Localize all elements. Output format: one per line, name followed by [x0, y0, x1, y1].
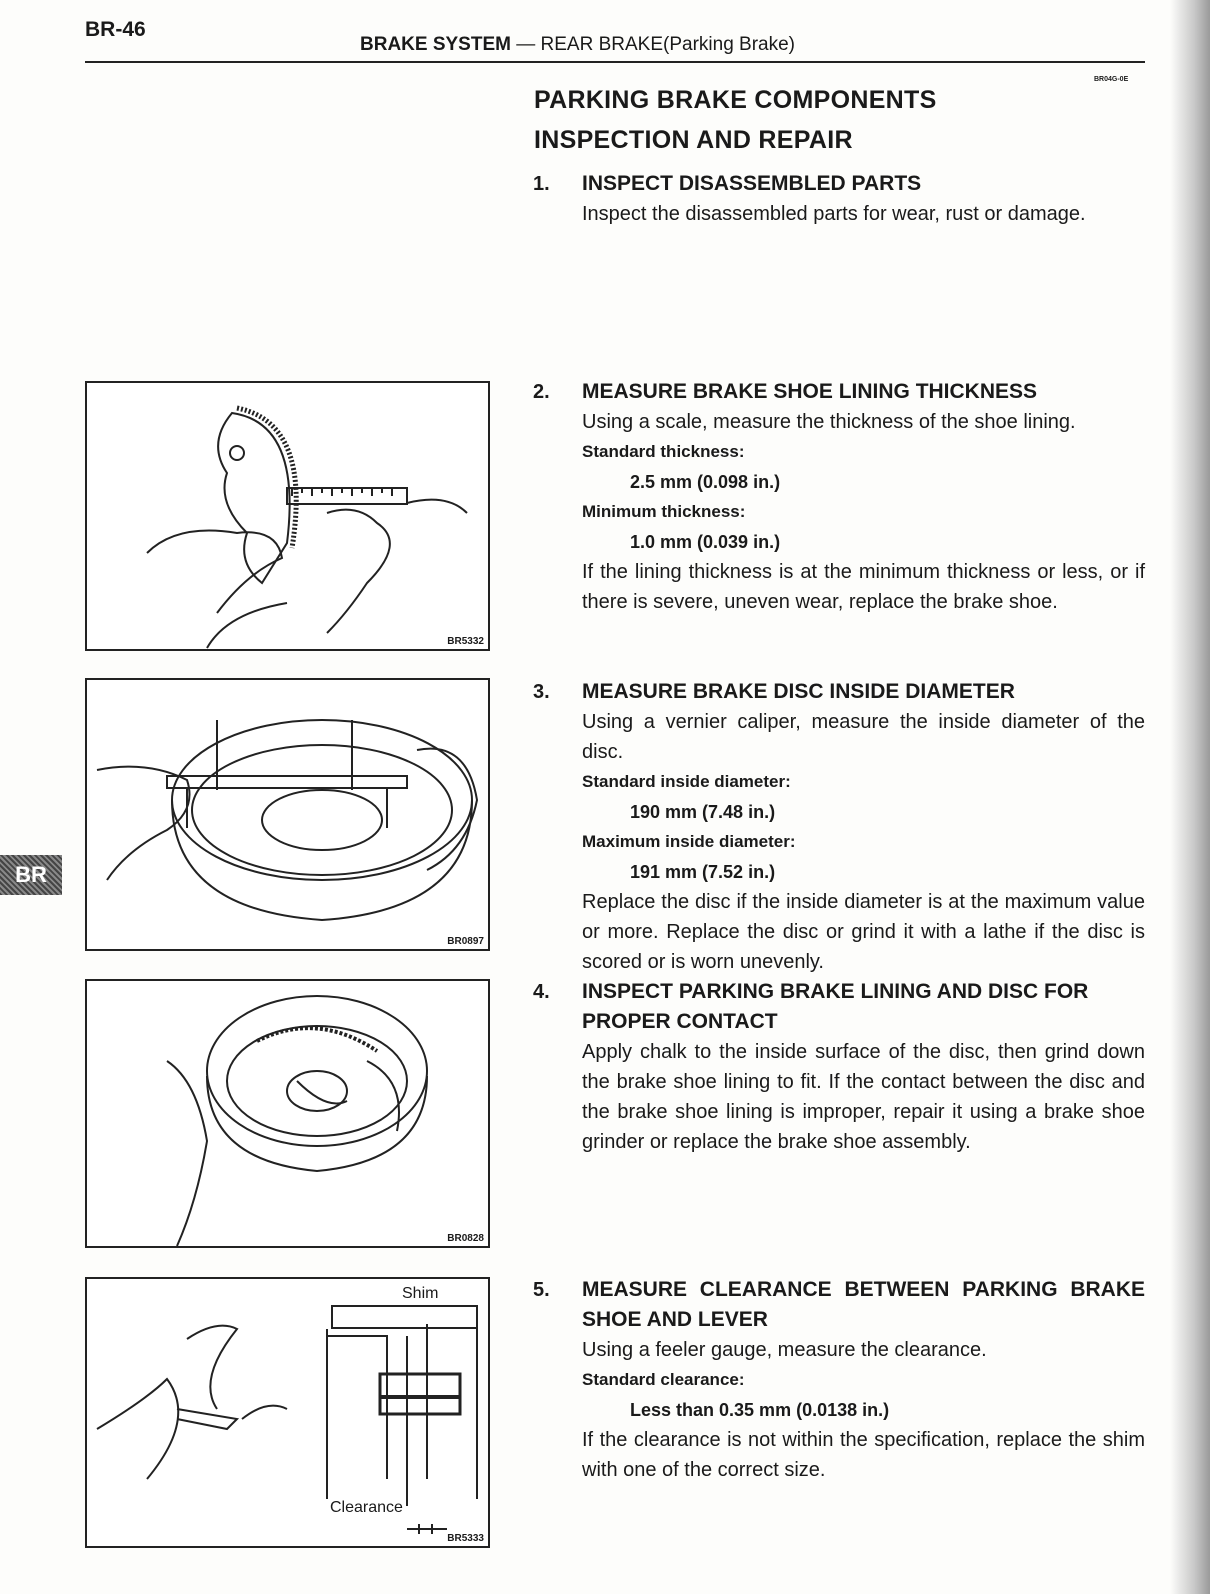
spec-value: 191 mm (7.52 in.): [630, 862, 776, 882]
shoe-lining-illustration: [87, 383, 488, 649]
page-title: [534, 80, 937, 160]
step-1: [533, 169, 1145, 229]
step-number: 2.: [533, 381, 550, 403]
figure-code: BR5332: [447, 636, 484, 647]
figure-shoe-lining-measure: [85, 381, 490, 651]
subsection-name: REAR BRAKE(Parking Brake): [540, 34, 795, 55]
step-heading: MEASURE BRAKE DISC INSIDE DIAMETER: [582, 680, 1015, 703]
shim-label: Shim: [402, 1285, 439, 1302]
step-note: If the lining thickness is at the minimum thickness or less, or if there is severe, uneven wear, replace the brake shoe.: [582, 561, 1145, 613]
header-rule: [85, 61, 1145, 63]
step-heading: MEASURE CLEARANCE BETWEEN PARKING BRAKE SHOE AND LEVER: [582, 1278, 1145, 1331]
spec-label: Maximum inside diameter:: [582, 832, 796, 851]
step-text: Inspect the disassembled parts for wear, rust or damage.: [582, 203, 1086, 225]
figure-shoe-lever-clearance: [85, 1277, 490, 1548]
step-text: Using a vernier caliper, measure the inside diameter of the disc.: [582, 711, 1145, 763]
figure-code: BR0828: [447, 1233, 484, 1244]
step-4: [533, 977, 1145, 1157]
clearance-label: Clearance: [330, 1499, 403, 1516]
doc-code: BR04G-0E: [1094, 76, 1129, 83]
section-name: BRAKE SYSTEM: [360, 34, 511, 55]
spec-label: Standard clearance:: [582, 1370, 745, 1389]
running-header: BRAKE SYSTEM — REAR BRAKE(Parking Brake): [360, 34, 795, 55]
step-heading: INSPECT PARKING BRAKE LINING AND DISC FOR PROPER CONTACT: [582, 980, 1089, 1033]
spec-label: Standard inside diameter:: [582, 772, 791, 791]
figure-disc-diameter-measure: [85, 678, 490, 951]
lining-disc-illustration: [87, 981, 488, 1246]
step-text: Using a feeler gauge, measure the clearance.: [582, 1339, 987, 1361]
step-5: [533, 1275, 1145, 1485]
step-2: [533, 377, 1145, 617]
spec-label: Standard thickness:: [582, 442, 745, 461]
step-number: 3.: [533, 681, 550, 703]
scan-binding-shadow: [1170, 0, 1210, 1594]
title-line-1: PARKING BRAKE COMPONENTS: [534, 86, 937, 114]
step-number: 4.: [533, 981, 550, 1003]
step-note: If the clearance is not within the specification, replace the shim with one of the correct size.: [582, 1429, 1145, 1481]
section-tab: BR: [0, 855, 62, 895]
feeler-gauge-illustration: [87, 1279, 488, 1546]
disc-caliper-illustration: [87, 680, 488, 949]
step-number: 5.: [533, 1279, 550, 1301]
spec-value: 190 mm (7.48 in.): [630, 802, 776, 822]
spec-value: Less than 0.35 mm (0.0138 in.): [630, 1400, 890, 1420]
page-number: BR-46: [85, 18, 146, 41]
spec-label: Minimum thickness:: [582, 502, 746, 521]
title-line-2: INSPECTION AND REPAIR: [534, 126, 853, 154]
figure-code: BR0897: [447, 936, 484, 947]
step-3: [533, 677, 1145, 977]
step-note: Replace the disc if the inside diameter is at the maximum value or more. Replace the disc or grind it with a lathe if the disc is scored or is worn unevenly.: [582, 891, 1145, 973]
step-text: Apply chalk to the inside surface of the disc, then grind down the brake shoe lining to fit. If the contact between the disc and the brake shoe lining is improper, repair it using a brake shoe grinder or replace the brake shoe assembly.: [582, 1041, 1145, 1153]
spec-value: 1.0 mm (0.039 in.): [630, 532, 781, 552]
step-text: Using a scale, measure the thickness of the shoe lining.: [582, 411, 1076, 433]
step-heading: INSPECT DISASSEMBLED PARTS: [582, 172, 922, 195]
figure-code: BR5333: [447, 1533, 484, 1544]
figure-lining-disc-contact: [85, 979, 490, 1248]
step-heading: MEASURE BRAKE SHOE LINING THICKNESS: [582, 380, 1038, 403]
step-number: 1.: [533, 173, 550, 195]
spec-value: 2.5 mm (0.098 in.): [630, 472, 781, 492]
